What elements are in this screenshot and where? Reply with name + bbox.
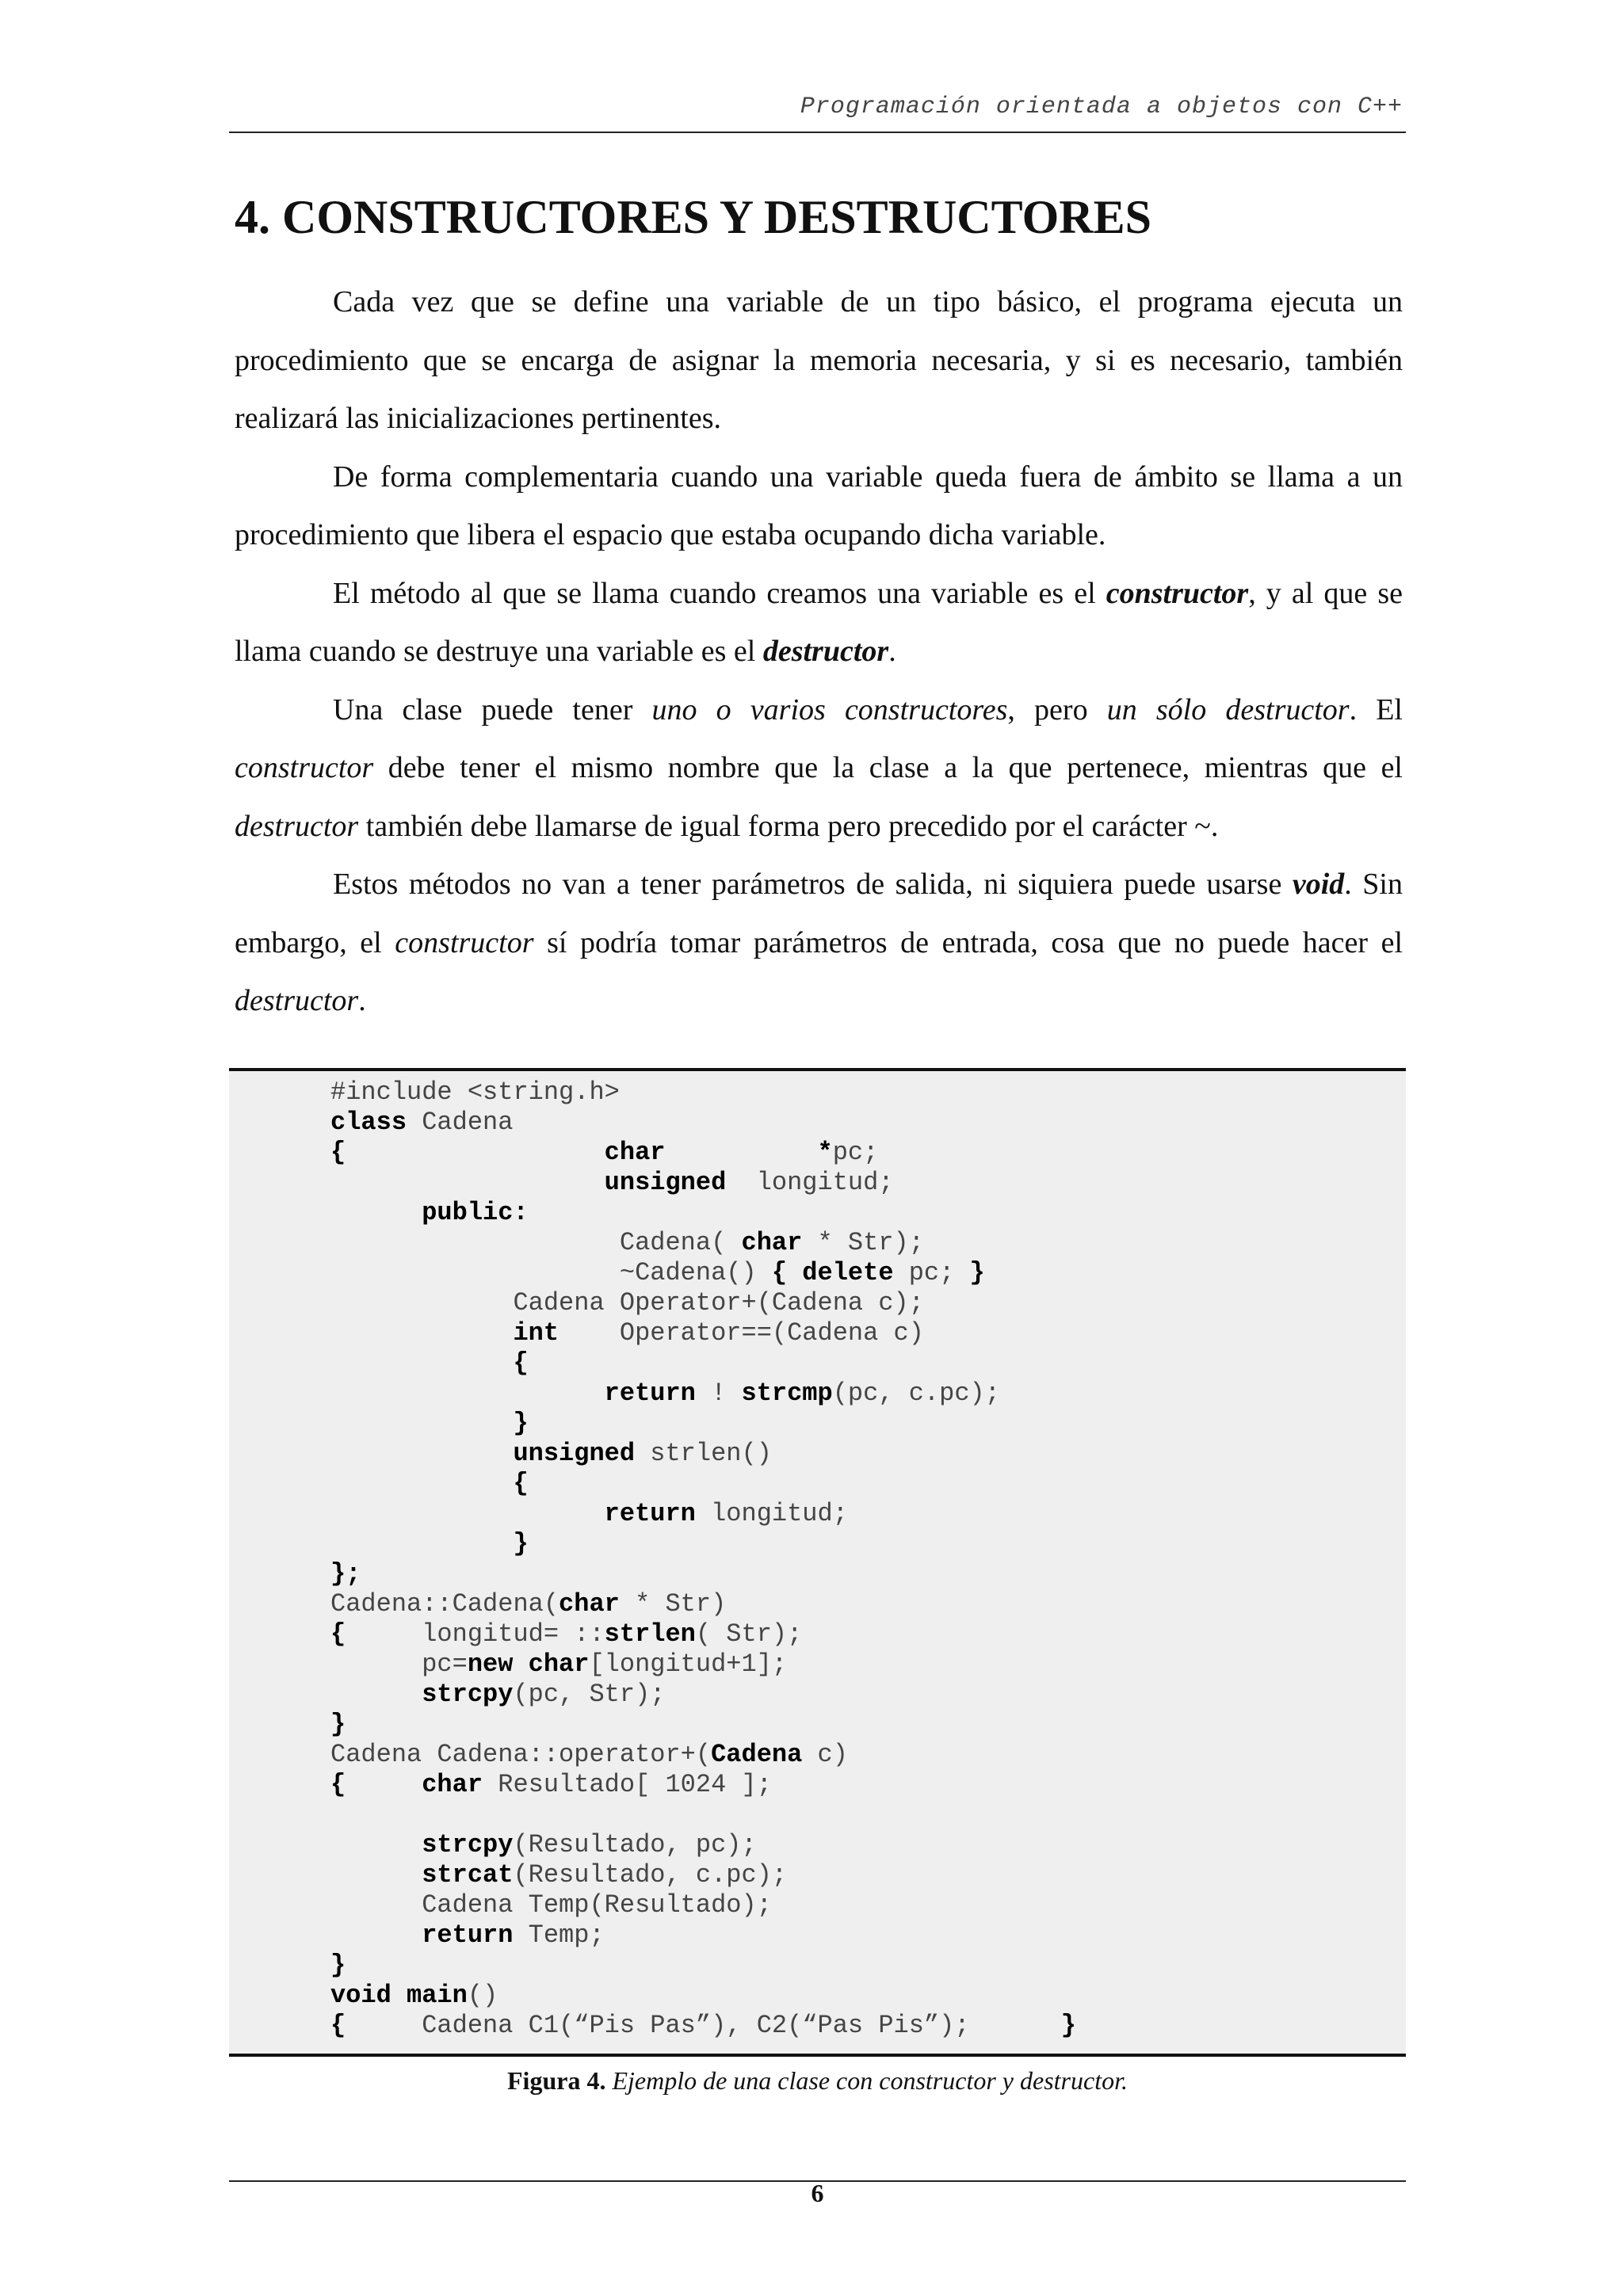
p5-emphasis-d: constructor — [395, 925, 534, 959]
p4-emphasis-b: uno o varios constructores — [651, 692, 1008, 727]
term-destructor: destructor — [762, 635, 889, 668]
term-constructor: constructor — [1106, 576, 1249, 610]
running-header-title: Programación orientada a objetos con C++ — [800, 93, 1403, 120]
figure-caption-text: Ejemplo de una clase con constructor y destructor. — [612, 2066, 1128, 2095]
paragraph-2: De forma complementaria cuando una variable queda fuera de ámbito se llama a un procedimiento que libera el espacio que estaba ocupando dicha variable. — [235, 460, 1403, 551]
body-text — [235, 273, 1403, 1031]
p5-text-c: . Sin embargo, el — [235, 868, 1403, 959]
p4-text-e: . El — [1349, 692, 1403, 727]
p4-emphasis-h: destructor — [235, 809, 359, 843]
p3-text-a: El método al que se llama cuando creamos una variable es el — [333, 576, 1106, 610]
paragraph-3 — [235, 565, 1403, 681]
running-header — [229, 89, 1406, 133]
page-number: 6 — [811, 2179, 824, 2207]
p4-text-c: , pero — [1007, 692, 1107, 727]
section-title: 4. CONSTRUCTORES Y DESTRUCTORES — [235, 191, 1151, 243]
paragraph-4 — [235, 681, 1403, 856]
p3-text-e: . — [888, 635, 896, 668]
p4-text-a: Una clase puede tener — [333, 692, 652, 727]
p4-emphasis-f: constructor — [235, 751, 374, 784]
p3-text-c: , y al que se llama cuando se destruye una variable es el — [235, 576, 1403, 668]
p5-emphasis-f: destructor — [235, 984, 359, 1017]
figure-caption-label: Figura 4. — [507, 2066, 606, 2095]
paragraph-5 — [235, 856, 1403, 1031]
code-block: #include <string.h> class Cadena { char *pc; unsigned longitud; public: Cadena( char * Str); ~Cadena() { delete pc; } Cadena Operator+(Cadena c); int Operator==(Cadena c) { return ! strcmp(pc, c.pc); } unsigned strlen() { return longitud; } }; Cadena::Cadena(char * Str) { longitud= ::strlen( Str); pc=new char[longitud+1]; strcpy(pc, Str); } Cadena Cadena::operator+(Cadena c) { char Resultado[ 1024 ]; strcpy(Resultado, pc); strcat(Resultado, c.pc); Cadena Temp(Resultado); return Temp; } void main() { Cadena C1(“Pis Pas”), C2(“Pas Pis”); } — [330, 1077, 1076, 2040]
paragraph-1: Cada vez que se define una variable de un tipo básico, el programa ejecuta un procedimiento que se encarga de asignar la memoria necesaria, y si es necesario, también realizará las inicializaciones pertinentes. — [235, 285, 1403, 435]
term-void: void — [1292, 868, 1345, 901]
p5-text-e: sí podría tomar parámetros de entrada, cosa que no puede hacer el — [533, 925, 1403, 959]
figure-caption — [229, 2066, 1406, 2096]
p5-text-a: Estos métodos no van a tener parámetros de salida, ni siquiera puede usarse — [333, 868, 1293, 901]
p4-emphasis-d: un sólo destructor — [1106, 692, 1350, 727]
code-listing — [229, 1068, 1406, 2057]
p5-text-g: . — [358, 984, 366, 1017]
p4-text-i: también debe llamarse de igual forma pero precedido por el carácter ~. — [358, 809, 1219, 843]
p4-text-g: debe tener el mismo nombre que la clase a la que pertenece, mientras que el — [373, 751, 1403, 784]
